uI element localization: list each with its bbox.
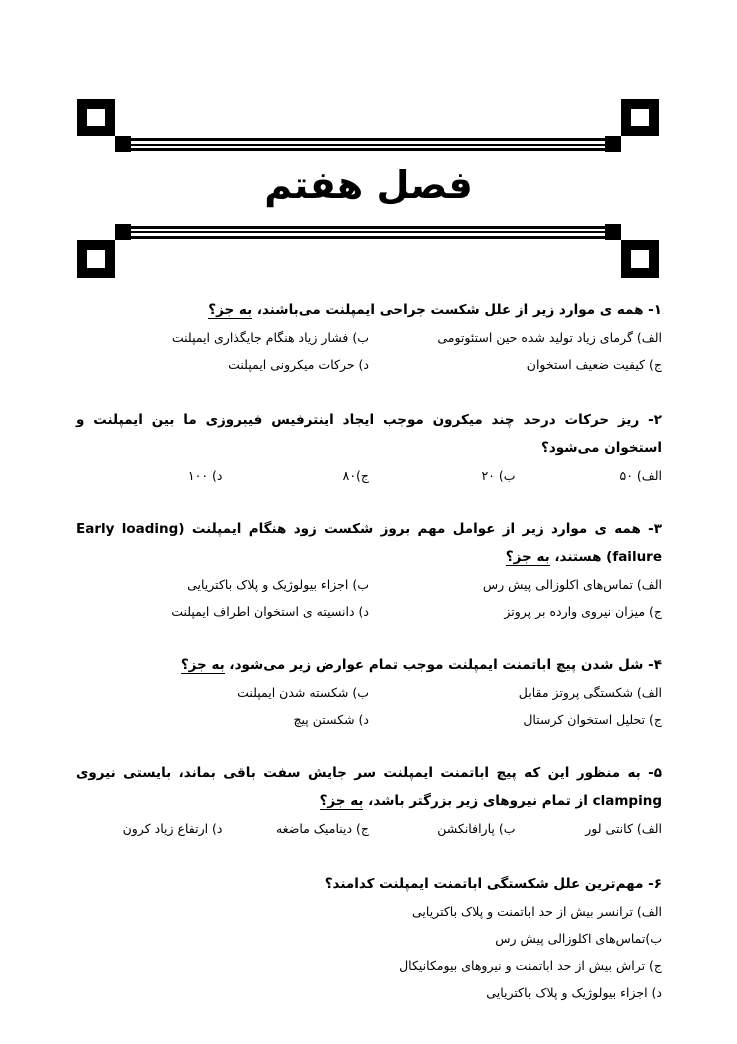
q3-option-a: الف) تماس‌های اکلوزالی پیش رس <box>482 577 662 592</box>
q3-option-b: ب) اجزاء بیولوژیک و پلاک باکتریایی <box>187 577 369 592</box>
q3-option-c: ج) میزان نیروی وارده بر پروتز <box>504 604 662 619</box>
q1-option-b: ب) فشار زیاد هنگام جایگذاری ایمپلنت <box>171 330 369 345</box>
q2-option-c: ج)۸۰ <box>342 468 369 483</box>
question-3-text: ۳- همه ی موارد زیر از عوامل مهم بروز شکست زود هنگام ایمپلنت (Early loading failure) هستند، به جز؟ <box>76 521 663 565</box>
question-6-text: ۶- مهم‌ترین علل شکستگی اباتمنت ایمپلنت کدامند؟ <box>324 876 662 892</box>
question-3 <box>76 515 662 625</box>
questions-list <box>76 296 662 1006</box>
question-6 <box>76 870 662 1006</box>
q1-option-a: الف) گرمای زیاد تولید شده حین استئوتومی <box>437 330 662 345</box>
question-1-text: ۱- همه ی موارد زیر از علل شکست جراحی ایمپلنت می‌باشند، به جز؟ <box>208 302 662 318</box>
question-5-text: ۵- به منظور این که پیچ اباتمنت ایمپلنت سر جایش سفت باقی بماند، بایستی نیروی clamping از تمام نیروهای زیر بزرگتر باشد، به جز؟ <box>76 765 662 809</box>
q6-option-b: ب)تماس‌های اکلوزالی پیش رس <box>495 931 662 946</box>
q6-option-a: الف) ترانسر بیش از حد اباتمنت و پلاک باکتریایی <box>411 904 662 919</box>
q4-option-c: ج) تحلیل استخوان کرستال <box>523 712 662 727</box>
q3-option-d: د) دانسیته ی استخوان اطراف ایمپلنت <box>171 604 369 619</box>
q4-option-a: الف) شکستگی پروتز مقابل <box>518 685 662 700</box>
question-4 <box>76 651 662 733</box>
question-2 <box>76 406 662 489</box>
question-5 <box>76 759 662 842</box>
q2-option-b: ب) ۲۰ <box>481 468 516 483</box>
q5-option-b: ب) پارافانکشن <box>437 821 516 836</box>
q5-option-c: ج) دینامیک ماضغه <box>275 821 369 836</box>
q4-option-b: ب) شکسته شدن ایمپلنت <box>237 685 369 700</box>
q2-option-d: د) ۱۰۰ <box>187 468 223 483</box>
question-1 <box>76 296 662 378</box>
q5-option-d: د) ارتفاع زیاد کرون <box>122 821 223 836</box>
question-4-text: ۴- شل شدن پیچ اباتمنت ایمپلنت موجب تمام عوارض زیر می‌شود، به جز؟ <box>180 657 662 673</box>
q1-option-c: ج) کیفیت ضعیف استخوان <box>526 357 662 372</box>
q2-option-a: الف) ۵۰ <box>619 468 662 483</box>
q6-option-d: د) اجزاء بیولوژیک و پلاک باکتریایی <box>486 985 662 1000</box>
q5-option-a: الف) کانتی لور <box>585 821 662 836</box>
chapter-title: فصل هفتم <box>264 163 473 207</box>
q1-option-d: د) حرکات میکرونی ایمپلنت <box>228 357 369 372</box>
q6-option-c: ج) تراش بیش از حد اباتمنت و نیروهای بیومکانیکال <box>399 958 662 973</box>
q4-option-d: د) شکستن پیچ <box>293 712 369 727</box>
question-2-text: ۲- ریز حرکات درحد چند میکرون موجب ایجاد اینترفیس فیبروزی ما بین ایمپلنت و استخوان می‌شود؟ <box>76 412 662 456</box>
